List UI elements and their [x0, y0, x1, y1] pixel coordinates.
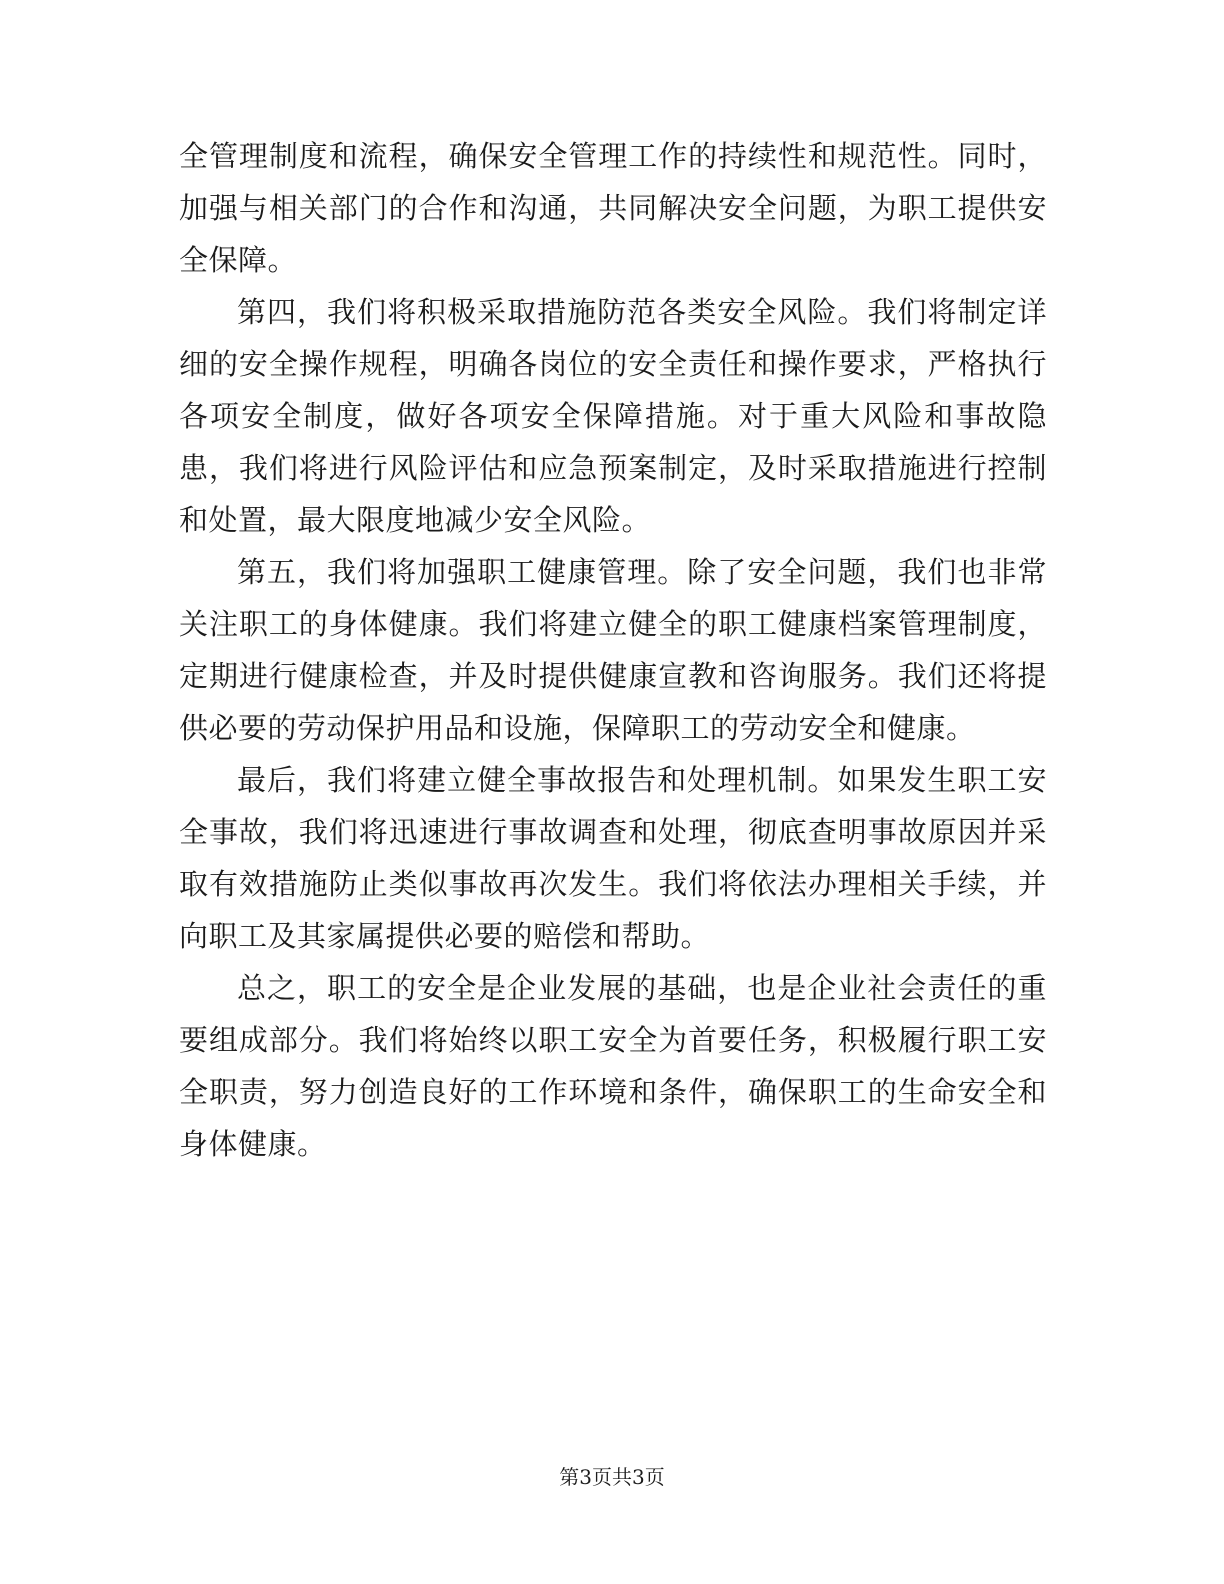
paragraph-conclusion: 总之，职工的安全是企业发展的基础，也是企业社会责任的重要组成部分。我们将始终以职工安全为首要任务，积极履行职工安全职责，努力创造良好的工作环境和条件，确保职工的生命安全和身体健康。	[179, 971, 1047, 1161]
paragraph-fifth-point: 第五，我们将加强职工健康管理。除了安全问题，我们也非常关注职工的身体健康。我们将建立健全的职工健康档案管理制度，定期进行健康检查，并及时提供健康宣教和咨询服务。我们还将提供必要的劳动保护用品和设施，保障职工的劳动安全和健康。	[179, 555, 1047, 745]
paragraph-fourth-point: 第四，我们将积极采取措施防范各类安全风险。我们将制定详细的安全操作规程，明确各岗位的安全责任和操作要求，严格执行各项安全制度，做好各项安全保障措施。对于重大风险和事故隐患，我们将进行风险评估和应急预案制定，及时采取措施进行控制和处置，最大限度地减少安全风险。	[179, 295, 1047, 537]
page-number: 第3页共3页	[559, 1465, 665, 1489]
document-body	[179, 130, 1047, 1170]
paragraph-final-point: 最后，我们将建立健全事故报告和处理机制。如果发生职工安全事故，我们将迅速进行事故调查和处理，彻底查明事故原因并采取有效措施防止类似事故再次发生。我们将依法办理相关手续，并向职工及其家属提供必要的赔偿和帮助。	[179, 763, 1047, 953]
paragraph-continuation: 全管理制度和流程，确保安全管理工作的持续性和规范性。同时，加强与相关部门的合作和沟通，共同解决安全问题，为职工提供安全保障。	[179, 139, 1047, 277]
